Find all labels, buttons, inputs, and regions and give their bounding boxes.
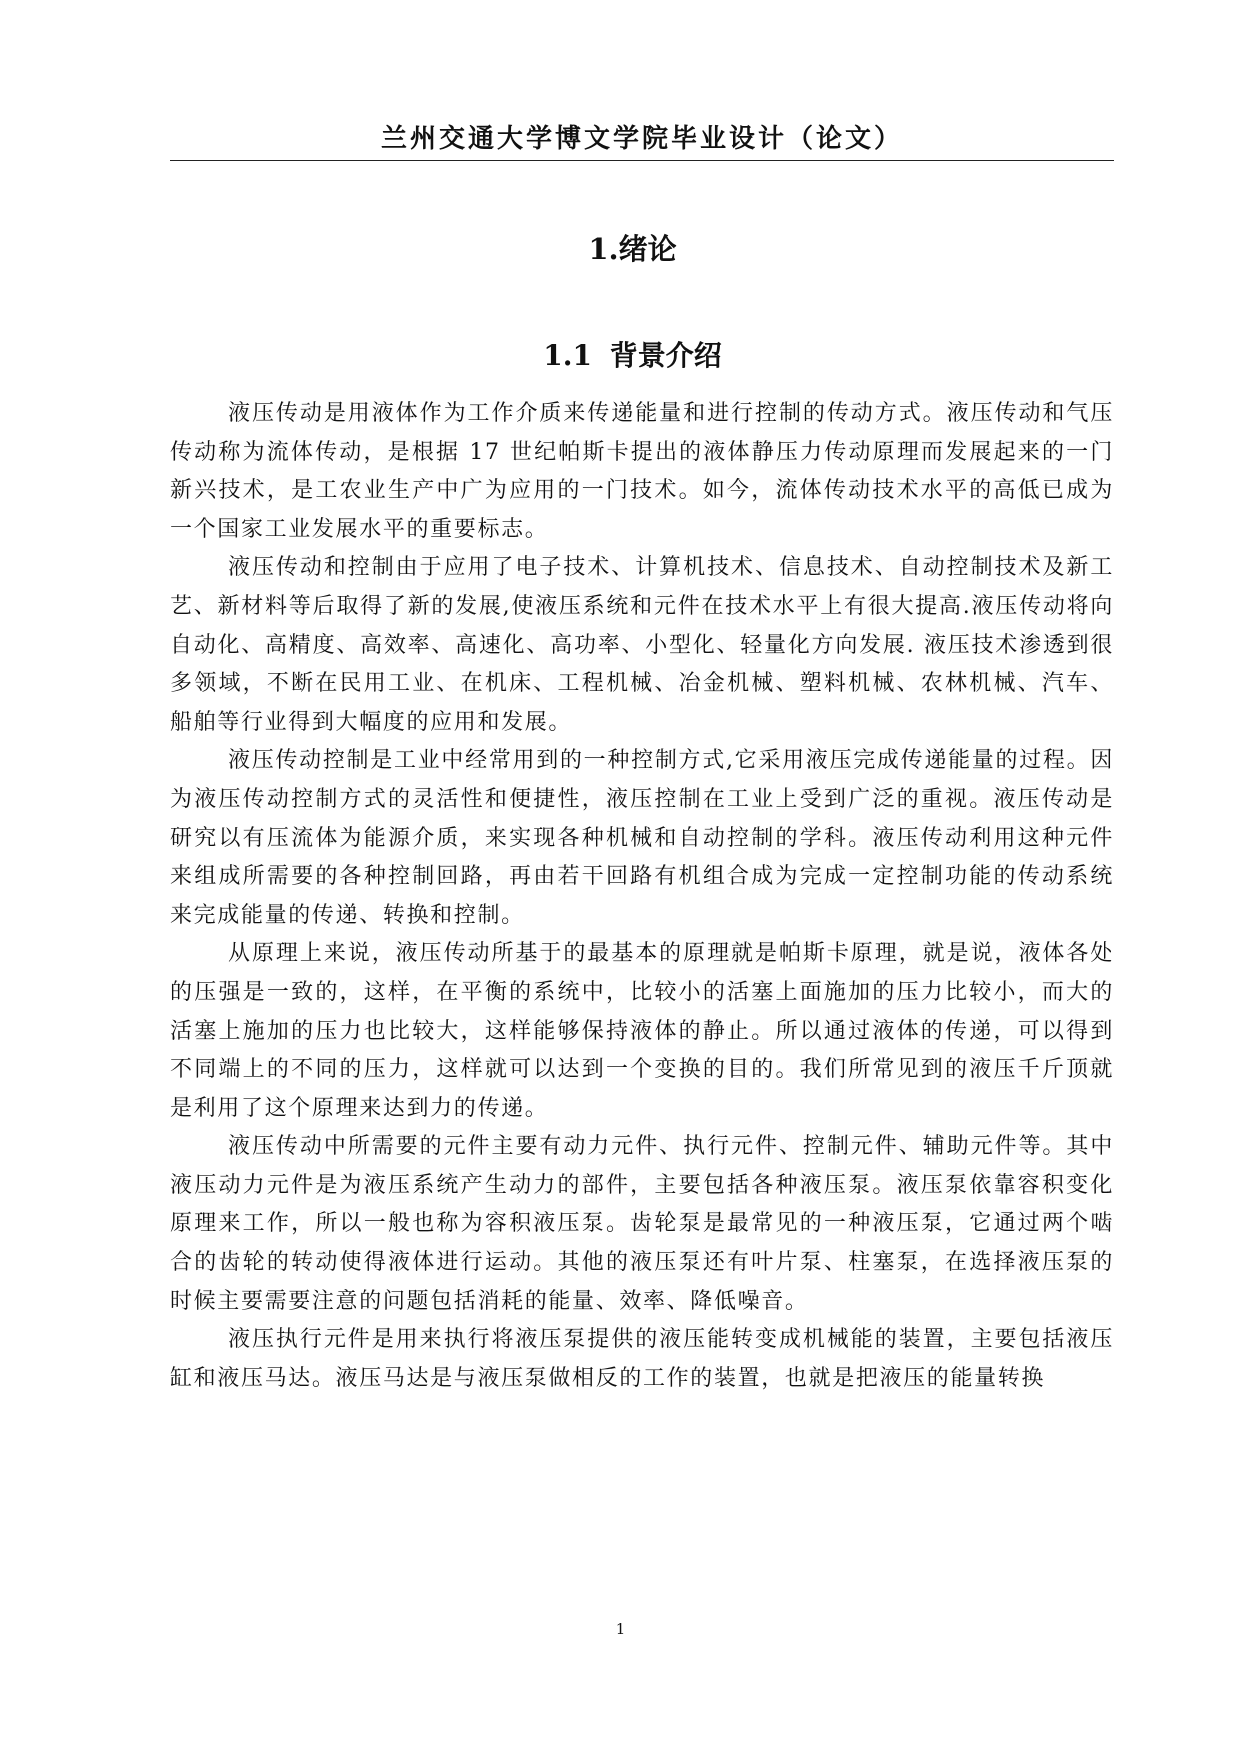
paragraph: 液压传动控制是工业中经常用到的一种控制方式,它采用液压完成传递能量的过程。因为液压传动控制方式的灵活性和便捷性，液压控制在工业上受到广泛的重视。液压传动是研究以有压流体为能源介质，来实现各种机械和自动控制的学科。液压传动利用这种元件来组成所需要的各种控制回路，再由若干回路有机组合成为完成一定控制功能的传动系统来完成能量的传递、转换和控制。 (170, 748, 1114, 928)
paragraph: 液压传动和控制由于应用了电子技术、计算机技术、信息技术、自动控制技术及新工艺、新材料等后取得了新的发展,使液压系统和元件在技术水平上有很大提高.液压传动将向自动化、高精度、高效率、高速化、高功率、小型化、轻量化方向发展. 液压技术渗透到很多领域，不断在民用工业、在机床、工程机械、冶金机械、塑料机械、农林机械、汽车、船舶等行业得到大幅度的应用和发展。 (170, 555, 1114, 735)
running-header: 兰州交通大学博文学院毕业设计（论文） (380, 124, 903, 154)
paragraph: 从原理上来说，液压传动所基于的最基本的原理就是帕斯卡原理，就是说，液体各处的压强是一致的，这样，在平衡的系统中，比较小的活塞上面施加的压力比较小，而大的活塞上施加的压力也比较大，这样能够保持液体的静止。所以通过液体的传递，可以得到不同端上的不同的压力，这样就可以达到一个变换的目的。我们所常见到的液压千斤顶就是利用了这个原理来达到力的传递。 (170, 941, 1114, 1121)
paragraph: 液压传动是用液体作为工作介质来传递能量和进行控制的传动方式。液压传动和气压传动称为流体传动，是根据 17 世纪帕斯卡提出的液体静压力传动原理而发展起来的一门新兴技术，是工农业生产中广为应用的一门技术。如今，流体传动技术水平的高低已成为一个国家工业发展水平的重要标志。 (170, 401, 1114, 542)
page-number: 1 (615, 1620, 626, 1638)
paragraph: 液压执行元件是用来执行将液压泵提供的液压能转变成机械能的装置，主要包括液压缸和液压马达。液压马达是与液压泵做相反的工作的装置，也就是把液压的能量转换 (170, 1327, 1114, 1391)
chapter-title: 1.绪论 (588, 232, 677, 266)
paragraph: 液压传动中所需要的元件主要有动力元件、执行元件、控制元件、辅助元件等。其中液压动力元件是为液压系统产生动力的部件，主要包括各种液压泵。液压泵依靠容积变化原理来工作，所以一般也称为容积液压泵。齿轮泵是最常见的一种液压泵，它通过两个啮合的齿轮的转动使得液体进行运动。其他的液压泵还有叶片泵、柱塞泵，在选择液压泵的时候主要需要注意的问题包括消耗的能量、效率、降低噪音。 (170, 1134, 1114, 1314)
section-title: 1.1 背景介绍 (543, 339, 722, 372)
body-text (170, 395, 1114, 1398)
header-rule (170, 160, 1114, 161)
